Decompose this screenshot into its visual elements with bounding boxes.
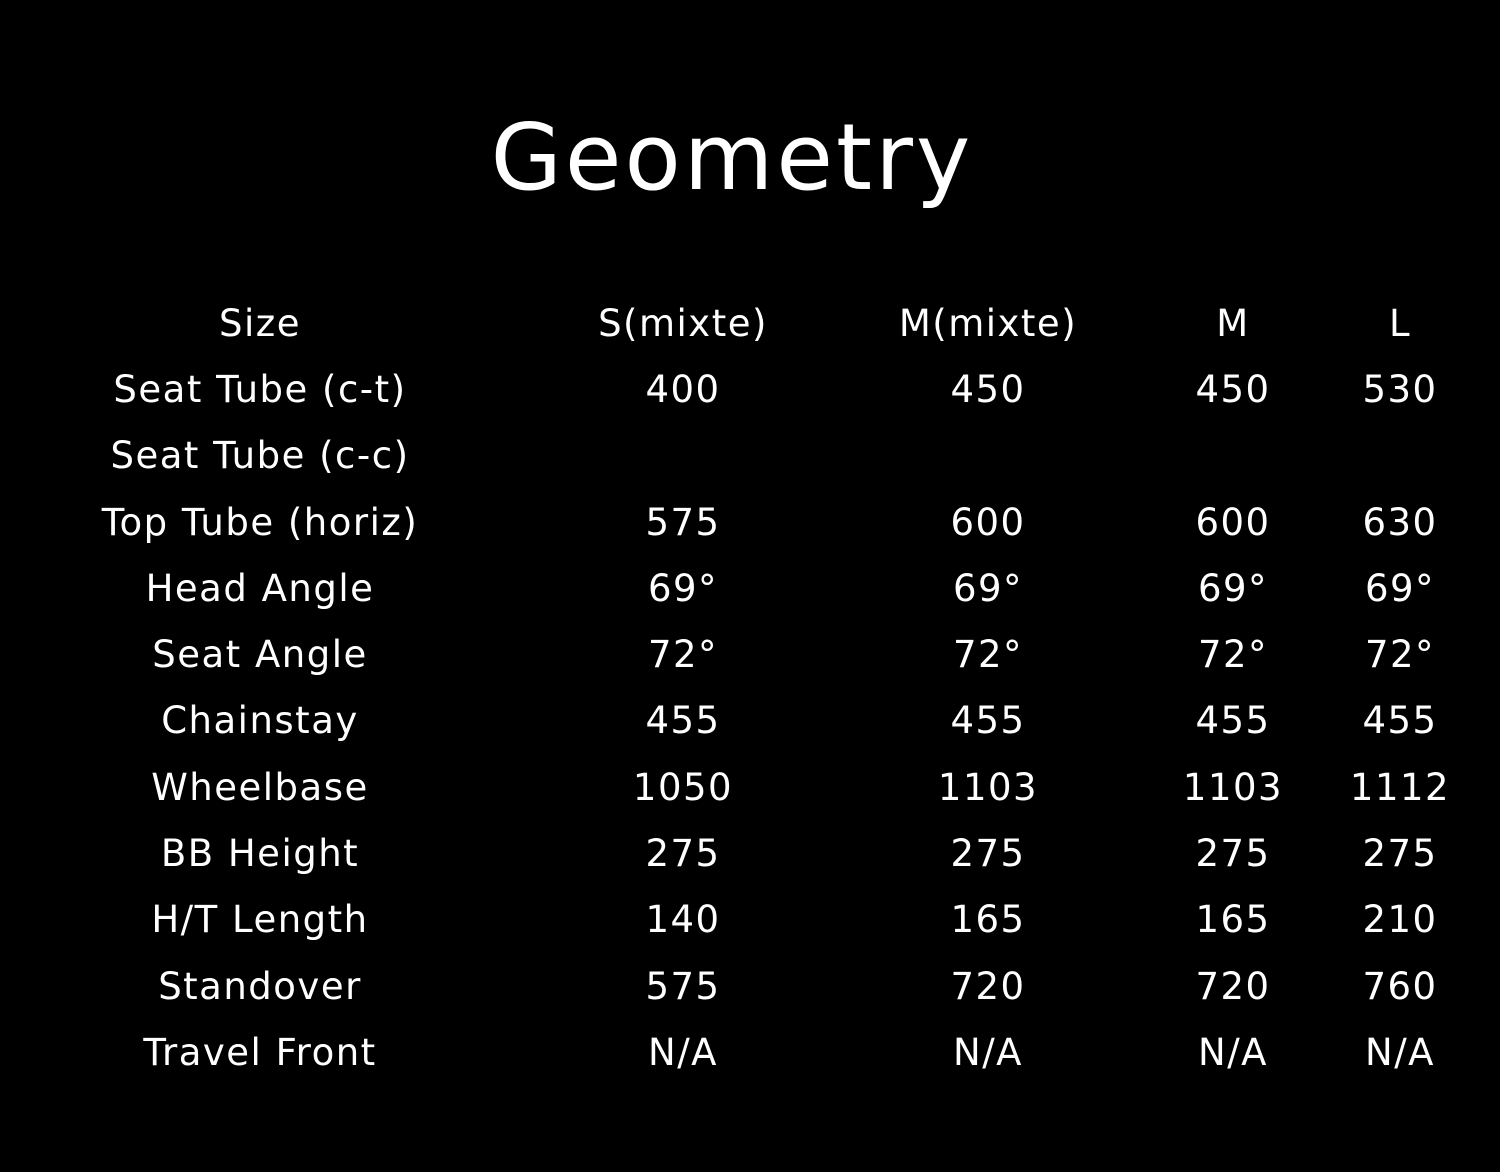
cell-l: 630 xyxy=(1362,500,1438,544)
cell-m-mixte xyxy=(846,423,1130,489)
cell-m-mixte: 275 xyxy=(950,832,1026,876)
header-size-l: L xyxy=(1388,301,1412,345)
row-label: Seat Tube (c-t) xyxy=(113,367,407,411)
cell-s-mixte: 455 xyxy=(645,699,721,743)
geometry-table-body xyxy=(0,290,1464,1086)
cell-l: 455 xyxy=(1362,699,1438,743)
cell-m: 600 xyxy=(1195,500,1271,544)
cell-m-mixte: 720 xyxy=(950,964,1026,1008)
row-label: Standover xyxy=(158,964,362,1008)
cell-m-mixte: N/A xyxy=(953,1030,1023,1074)
cell-l: 72° xyxy=(1364,633,1436,677)
cell-s-mixte: 72° xyxy=(647,633,719,677)
cell-l: 210 xyxy=(1362,898,1438,942)
cell-s-mixte: 140 xyxy=(645,898,721,942)
cell-l: N/A xyxy=(1365,1030,1435,1074)
cell-s-mixte: 275 xyxy=(645,832,721,876)
header-size: Size xyxy=(219,301,301,345)
cell-s-mixte: 575 xyxy=(645,500,721,544)
cell-s-mixte: N/A xyxy=(648,1030,718,1074)
table-row xyxy=(0,887,1464,953)
row-label: BB Height xyxy=(160,832,360,876)
page-title: Geometry xyxy=(490,104,974,211)
table-row xyxy=(0,820,1464,886)
cell-s-mixte: 69° xyxy=(647,566,719,610)
header-size-m-mixte: M(mixte) xyxy=(898,301,1078,345)
cell-m: 165 xyxy=(1195,898,1271,942)
row-label: Seat Tube (c-c) xyxy=(110,434,410,478)
table-row xyxy=(0,489,1464,555)
cell-m-mixte: 72° xyxy=(952,633,1024,677)
cell-m-mixte: 455 xyxy=(950,699,1026,743)
cell-s-mixte: 575 xyxy=(645,964,721,1008)
cell-m: 1103 xyxy=(1182,765,1284,809)
cell-m: 72° xyxy=(1197,633,1269,677)
cell-m: 450 xyxy=(1195,367,1271,411)
cell-m: N/A xyxy=(1198,1030,1268,1074)
header-size-m: M xyxy=(1216,301,1250,345)
cell-l: 69° xyxy=(1364,566,1436,610)
row-label: Wheelbase xyxy=(151,765,369,809)
cell-s-mixte xyxy=(520,423,846,489)
table-row xyxy=(0,953,1464,1019)
geometry-table xyxy=(0,290,1464,1086)
cell-l: 275 xyxy=(1362,832,1438,876)
table-row xyxy=(0,555,1464,621)
table-row xyxy=(0,621,1464,687)
row-label: H/T Length xyxy=(151,898,369,942)
table-row xyxy=(0,754,1464,820)
cell-m-mixte: 69° xyxy=(952,566,1024,610)
cell-m: 720 xyxy=(1195,964,1271,1008)
row-label: Head Angle xyxy=(145,566,375,610)
cell-m: 275 xyxy=(1195,832,1271,876)
cell-m-mixte: 450 xyxy=(950,367,1026,411)
cell-s-mixte: 400 xyxy=(645,367,721,411)
table-row xyxy=(0,1019,1464,1085)
table-row xyxy=(0,423,1464,489)
row-label: Top Tube (horiz) xyxy=(101,500,419,544)
row-label: Travel Front xyxy=(143,1030,377,1074)
cell-m-mixte: 1103 xyxy=(937,765,1039,809)
row-label: Seat Angle xyxy=(152,633,368,677)
header-size-s-mixte: S(mixte) xyxy=(598,301,768,345)
table-row xyxy=(0,688,1464,754)
row-label: Chainstay xyxy=(161,699,359,743)
cell-s-mixte: 1050 xyxy=(632,765,734,809)
cell-l: 1112 xyxy=(1349,765,1451,809)
cell-m: 69° xyxy=(1197,566,1269,610)
cell-m xyxy=(1130,423,1336,489)
cell-m: 455 xyxy=(1195,699,1271,743)
table-header-row xyxy=(0,290,1464,356)
cell-m-mixte: 600 xyxy=(950,500,1026,544)
cell-l: 760 xyxy=(1362,964,1438,1008)
table-row xyxy=(0,356,1464,422)
cell-l: 530 xyxy=(1362,367,1438,411)
cell-m-mixte: 165 xyxy=(950,898,1026,942)
cell-l xyxy=(1336,423,1464,489)
